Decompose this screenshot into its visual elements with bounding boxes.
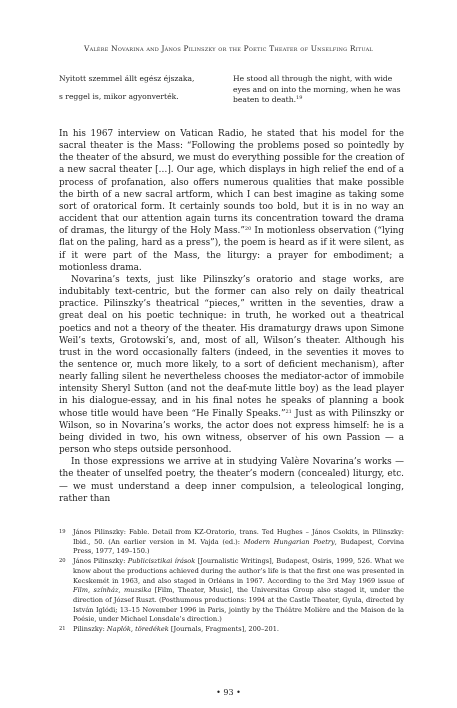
paragraph-text: Just as with Pilinszky or Wilson, so in Novarina’s works, the actor does not express himself: he is a being divided in two, his own witness, observer of his own Passion — a person who steps outside personhood. [59, 408, 404, 456]
paragraph-text: In his 1967 interview on Vatican Radio, he stated that his model for the sacral theater is the Mass: “Following the problems posed so pointedly by the theater of the absurd, we must do everything possible for the creation of a new sacral theater […]. Our age, which displays in high relief the end of a process of profanation, also offers numerous qualities that make possible the birth of a new sacral artform, which I can best imagine as taking some sort of oratorical form. It certainly sounds too bold, but it is in no way an accident that our attention again turns its concentration toward the drama of dramas, the liturgy of the Holy Mass.” [59, 129, 404, 237]
footnote-text: János Pilinszky: Fable. Detail from KZ-Oratorio, trans. Ted Hughes – János Csokits, in Pilinszky: Ibid., 50. (An earlier version in M. Vajda (ed.): [73, 528, 404, 546]
poem-translation [233, 74, 405, 106]
footnote-ref: 20 [244, 226, 252, 233]
footnote-title: Film, színház, muzsika [73, 586, 152, 595]
footnote-text: János Pilinszky: [73, 557, 128, 566]
poem-hungarian [59, 74, 219, 109]
paragraph [59, 456, 404, 505]
footnote-number: 20 [59, 558, 66, 565]
poem-line: s reggel is, mikor agyonverték. [59, 91, 179, 101]
paragraph-text: In those expressions we arrive at in studying Valère Novarina’s works — the theater of unselfed poetry, the theater’s modern (concealed) liturgy, etc. — we must understand a deep inner compulsion, a teleological longing, rather than [59, 457, 404, 504]
footnote-text: [Film, Theater, Music], the Universitas Group also staged it, under the direction of József Ruszt. (Posthumous productions: 1994 at the Castle Theater, Gyula, directed by István Iglódi; 13–15 November 1996 in Paris, jointly by the Théâtre Molière and the Maison de la Poésie, under Michael Lonsdale’s direction.) [73, 586, 405, 624]
footnotes [59, 528, 404, 635]
paragraph [59, 128, 404, 274]
paragraph-text: Novarina’s texts, just like Pilinszky’s oratorio and stage works, are indubitably text-centric, but the former can also rely on daily theatrical practice. Pilinszky’s theatrical “pieces,” written in the seventies, draw a great deal on his poetic technique: in truth, he worked out a theatrical poetics and not a theory of the theater. His dramaturgy draws upon Simone Weil’s texts, Grotowski’s, and, most of all, Wilson’s theater. Although his trust in the word occasionally falters (indeed, in the seventies it moves to the sentence or, much more likely, to a sort of deficient mechanism), after nearly falling silent he nevertheless chooses the mediator-actor of immobile intensity Sheryl Sutton (and not the deaf-mute little boy) as the lead player in his dialogue-essay, and in his final notes he speaks of planning a book whose title would have been “He Finally Speaks.” [59, 274, 404, 419]
footnote-title: Publicisztikai írások [127, 557, 196, 566]
paragraph-text: In motionless observation (“lying flat on the paling, hard as a press”), the poem is heard as if it were silent, as if it were part of the Mass, the liturgy: a prayer for embodiment; a motionless drama. [59, 226, 405, 273]
footnote-number: 21 [59, 626, 66, 633]
poem-translation-text: He stood all through the night, with wide eyes and on into the morning, when he was beaten to death. [233, 74, 401, 105]
footnote-text: , Budapest, Corvina Press, 1977, 149–150.) [73, 537, 405, 556]
footnote-number: 19 [59, 529, 66, 535]
footnote [59, 625, 404, 635]
footnote-text: [Journalistic Writings], Budapest, Osiris, 1999, 526. What we know about the productions achieved during the author’s life is that the first one was presented in Kecskemét in 1963, and also staged in Orléans in 1967. According to the 3rd May 1969 issue of [73, 557, 404, 585]
page-number: • 93 • [216, 688, 241, 697]
poem-line: Nyitott szemmel állt egész éjszaka, [59, 74, 195, 83]
footnote-title: Naplók, töredékek [106, 625, 169, 634]
main-text [59, 128, 404, 505]
footnote-text: Pilinszky: [73, 625, 107, 634]
footnote-text: [Journals, Fragments], 200–201. [168, 625, 279, 634]
poem-english [233, 74, 405, 106]
running-head: Valère Novarina and János Pilinszky or the Poetic Theater of Unselfing Ritual [84, 44, 373, 53]
paragraph [59, 274, 404, 456]
footnote-ref: 21 [285, 408, 292, 415]
footnote-ref: 19 [296, 95, 303, 102]
footnote [59, 528, 404, 557]
footnote-title: Modern Hungarian Poetry [243, 537, 335, 546]
footnote [59, 557, 404, 625]
